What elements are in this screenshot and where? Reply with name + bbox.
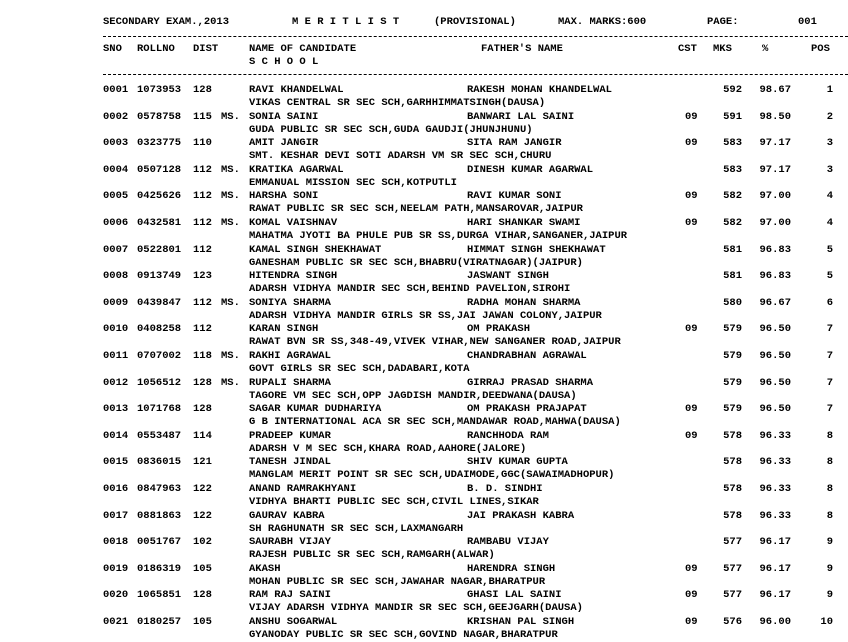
roll-number: 0578758 [137,111,182,123]
serial-number: 0012 [103,377,129,389]
district-code: 112 [193,217,212,229]
school-name: GYANODAY PUBLIC SR SEC SCH,GOVIND NAGAR,BHARATPUR [249,629,558,641]
father-name: GHASI LAL SAINI [467,589,562,601]
serial-number: 0009 [103,297,129,309]
candidate-name: PRADEEP KUMAR [249,430,331,442]
district-code: 123 [193,270,212,282]
marks: 576 [723,616,742,628]
candidate-title: MS. [221,217,240,229]
candidate-name: RAKHI AGRAWAL [249,350,331,362]
merit-position: 7 [826,323,833,335]
district-code: 112 [193,164,212,176]
percentage: 97.00 [759,217,791,229]
percentage: 96.83 [759,244,791,256]
candidate-name: RAVI KHANDELWAL [249,84,344,96]
roll-number: 1073953 [137,84,182,96]
father-name: JASWANT SINGH [467,270,549,282]
candidate-title: MS. [221,190,240,202]
col-rollno: ROLLNO [137,43,175,55]
roll-number: 0507128 [137,164,182,176]
candidate-title: MS. [221,377,240,389]
roll-number: 0522801 [137,244,182,256]
merit-position: 4 [826,190,833,202]
candidate-name: ANSHU SOGARWAL [249,616,338,628]
roll-number: 0553487 [137,430,182,442]
percentage: 96.33 [759,510,791,522]
percentage: 96.33 [759,430,791,442]
marks: 577 [723,563,742,575]
serial-number: 0018 [103,536,129,548]
candidate-name: HARSHA SONI [249,190,319,202]
district-code: 128 [193,377,212,389]
father-name: RAMBABU VIJAY [467,536,549,548]
father-name: RANCHHODA RAM [467,430,549,442]
col-school: S C H O O L [249,56,319,68]
merit-position: 7 [826,403,833,415]
father-name: RAKESH MOHAN KHANDELWAL [467,84,612,96]
marks: 579 [723,323,742,335]
district-code: 122 [193,510,212,522]
merit-position: 1 [826,84,833,96]
school-name: MANGLAM MERIT POINT SR SEC SCH,UDAIMODE,GGC(SAWAIMADHOPUR) [249,469,615,481]
district-code: 128 [193,403,212,415]
serial-number: 0003 [103,137,129,149]
district-code: 122 [193,483,212,495]
roll-number: 0881863 [137,510,182,522]
percentage: 96.67 [759,297,791,309]
district-code: 112 [193,244,212,256]
percentage: 97.17 [759,164,791,176]
serial-number: 0005 [103,190,129,202]
roll-number: 1065851 [137,589,182,601]
father-name: OM PRAKASH PRAJAPAT [467,403,587,415]
percentage: 97.00 [759,190,791,202]
merit-position: 4 [826,217,833,229]
school-name: MAHATMA JYOTI BA PHULE PUB SR SS,DURGA VIHAR,SANGANER,JAIPUR [249,230,628,242]
district-code: 114 [193,430,212,442]
merit-position: 7 [826,377,833,389]
school-name: VIJAY ADARSH VIDHYA MANDIR SR SEC SCH,GEEJGARH(DAUSA) [249,602,583,614]
merit-position: 3 [826,137,833,149]
percentage: 96.50 [759,403,791,415]
caste-code: 09 [685,563,698,575]
page-number: 001 [798,16,817,28]
father-name: KRISHAN PAL SINGH [467,616,575,628]
marks: 580 [723,297,742,309]
father-name: JAI PRAKASH KABRA [467,510,575,522]
roll-number: 1056512 [137,377,182,389]
serial-number: 0007 [103,244,129,256]
district-code: 102 [193,536,212,548]
marks: 592 [723,84,742,96]
father-name: GIRRAJ PRASAD SHARMA [467,377,594,389]
school-name: G B INTERNATIONAL ACA SR SEC SCH,MANDAWAR ROAD,MAHWA(DAUSA) [249,416,621,428]
father-name: RAVI KUMAR SONI [467,190,562,202]
candidate-title: MS. [221,111,240,123]
percentage: 96.83 [759,270,791,282]
father-name: RADHA MOHAN SHARMA [467,297,581,309]
col-dist: DIST [193,43,219,55]
candidate-name: SONIYA SHARMA [249,297,331,309]
page-label: PAGE: [707,16,739,28]
roll-number: 0323775 [137,137,182,149]
percentage: 96.50 [759,323,791,335]
roll-number: 0847963 [137,483,182,495]
serial-number: 0019 [103,563,129,575]
serial-number: 0014 [103,430,129,442]
col-candidate: NAME OF CANDIDATE [249,43,357,55]
marks: 577 [723,589,742,601]
father-name: OM PRAKASH [467,323,531,335]
candidate-name: SONIA SAINI [249,111,319,123]
percentage: 96.50 [759,377,791,389]
roll-number: 0186319 [137,563,182,575]
marks: 583 [723,164,742,176]
roll-number: 0051767 [137,536,182,548]
candidate-name: KRATIKA AGARWAL [249,164,344,176]
school-name: MOHAN PUBLIC SR SEC SCH,JAWAHAR NAGAR,BHARATPUR [249,576,546,588]
father-name: HARI SHANKAR SWAMI [467,217,581,229]
father-name: SITA RAM JANGIR [467,137,562,149]
roll-number: 0707002 [137,350,182,362]
school-name: SH RAGHUNATH SR SEC SCH,LAXMANGARH [249,523,464,535]
caste-code: 09 [685,403,698,415]
merit-position: 9 [826,536,833,548]
father-name: BANWARI LAL SAINI [467,111,575,123]
merit-position: 8 [826,456,833,468]
marks: 581 [723,244,742,256]
merit-position: 2 [826,111,833,123]
merit-position: 9 [826,563,833,575]
district-code: 112 [193,297,212,309]
marks: 578 [723,483,742,495]
district-code: 118 [193,350,212,362]
candidate-name: AMIT JANGIR [249,137,319,149]
percentage: 96.17 [759,563,791,575]
merit-position: 3 [826,164,833,176]
percentage: 98.50 [759,111,791,123]
district-code: 110 [193,137,212,149]
serial-number: 0010 [103,323,129,335]
caste-code: 09 [685,137,698,149]
col-cst: CST [678,43,697,55]
school-name: GUDA PUBLIC SR SEC SCH,GUDA GAUDJI(JHUNJHUNU) [249,124,533,136]
district-code: 128 [193,84,212,96]
marks: 591 [723,111,742,123]
serial-number: 0004 [103,164,129,176]
roll-number: 0180257 [137,616,182,628]
percentage: 97.17 [759,137,791,149]
candidate-name: RUPALI SHARMA [249,377,331,389]
serial-number: 0002 [103,111,129,123]
marks: 582 [723,217,742,229]
candidate-name: TANESH JINDAL [249,456,331,468]
serial-number: 0017 [103,510,129,522]
school-name: EMMANUAL MISSION SEC SCH,KOTPUTLI [249,177,457,189]
merit-position: 8 [826,510,833,522]
max-marks: MAX. MARKS:600 [558,16,647,28]
marks: 583 [723,137,742,149]
percentage: 96.00 [759,616,791,628]
col-percent: % [762,43,769,55]
candidate-name: SAURABH VIJAY [249,536,331,548]
father-name: HARENDRA SINGH [467,563,556,575]
roll-number: 0913749 [137,270,182,282]
marks: 578 [723,456,742,468]
marks: 577 [723,536,742,548]
father-name: DINESH KUMAR AGARWAL [467,164,594,176]
district-code: 105 [193,563,212,575]
serial-number: 0013 [103,403,129,415]
merit-position: 5 [826,270,833,282]
roll-number: 0836015 [137,456,182,468]
caste-code: 09 [685,430,698,442]
district-code: 112 [193,190,212,202]
father-name: CHANDRABHAN AGRAWAL [467,350,587,362]
candidate-title: MS. [221,350,240,362]
school-name: GOVT GIRLS SR SEC SCH,DADABARI,KOTA [249,363,470,375]
serial-number: 0008 [103,270,129,282]
marks: 582 [723,190,742,202]
merit-position: 9 [826,589,833,601]
merit-position: 5 [826,244,833,256]
school-name: RAJESH PUBLIC SR SEC SCH,RAMGARH(ALWAR) [249,549,495,561]
header-rule-bottom [103,74,848,75]
exam-title: SECONDARY EXAM.,2013 [103,16,230,28]
father-name: HIMMAT SINGH SHEKHAWAT [467,244,606,256]
father-name: B. D. SINDHI [467,483,543,495]
father-name: SHIV KUMAR GUPTA [467,456,568,468]
district-code: 115 [193,111,212,123]
candidate-name: HITENDRA SINGH [249,270,338,282]
serial-number: 0001 [103,84,129,96]
serial-number: 0021 [103,616,129,628]
serial-number: 0020 [103,589,129,601]
caste-code: 09 [685,589,698,601]
serial-number: 0016 [103,483,129,495]
marks: 579 [723,350,742,362]
district-code: 112 [193,323,212,335]
school-name: ADARSH VIDHYA MANDIR GIRLS SR SS,JAI JAWAN COLONY,JAIPUR [249,310,602,322]
marks: 581 [723,270,742,282]
candidate-name: ANAND RAMRAKHYANI [249,483,357,495]
candidate-title: MS. [221,164,240,176]
document-title: M E R I T L I S T [292,16,400,28]
percentage: 98.67 [759,84,791,96]
percentage: 96.33 [759,483,791,495]
percentage: 96.50 [759,350,791,362]
school-name: VIDHYA BHARTI PUBLIC SEC SCH,CIVIL LINES,SIKAR [249,496,539,508]
candidate-name: KARAN SINGH [249,323,319,335]
percentage: 96.17 [759,589,791,601]
roll-number: 0408258 [137,323,182,335]
caste-code: 09 [685,616,698,628]
merit-position: 7 [826,350,833,362]
roll-number: 0439847 [137,297,182,309]
percentage: 96.33 [759,456,791,468]
roll-number: 1071768 [137,403,182,415]
merit-position: 6 [826,297,833,309]
candidate-name: SAGAR KUMAR DUDHARIYA [249,403,382,415]
candidate-name: KAMAL SINGH SHEKHAWAT [249,244,382,256]
marks: 579 [723,377,742,389]
serial-number: 0015 [103,456,129,468]
candidate-name: RAM RAJ SAINI [249,589,331,601]
col-mks: MKS [713,43,732,55]
col-sno: SNO [103,43,122,55]
percentage: 96.17 [759,536,791,548]
school-name: GANESHAM PUBLIC SR SEC SCH,BHABRU(VIRATNAGAR)(JAIPUR) [249,257,583,269]
caste-code: 09 [685,323,698,335]
marks: 578 [723,430,742,442]
school-name: RAWAT BVN SR SS,348-49,VIVEK VIHAR,NEW SANGANER ROAD,JAIPUR [249,336,621,348]
col-father: FATHER'S NAME [481,43,563,55]
district-code: 105 [193,616,212,628]
header-rule-top [103,36,848,37]
caste-code: 09 [685,111,698,123]
district-code: 121 [193,456,212,468]
district-code: 128 [193,589,212,601]
marks: 578 [723,510,742,522]
merit-position: 10 [820,616,833,628]
serial-number: 0011 [103,350,129,362]
marks: 579 [723,403,742,415]
caste-code: 09 [685,217,698,229]
candidate-name: AKASH [249,563,281,575]
roll-number: 0432581 [137,217,182,229]
caste-code: 09 [685,190,698,202]
school-name: ADARSH VIDHYA MANDIR SEC SCH,BEHIND PAVELION,SIROHI [249,283,571,295]
candidate-title: MS. [221,297,240,309]
school-name: RAWAT PUBLIC SR SEC SCH,NEELAM PATH,MANSAROVAR,JAIPUR [249,203,583,215]
school-name: ADARSH V M SEC SCH,KHARA ROAD,AAHORE(JALORE) [249,443,527,455]
serial-number: 0006 [103,217,129,229]
roll-number: 0425626 [137,190,182,202]
school-name: TAGORE VM SEC SCH,OPP JAGDISH MANDIR,DEEDWANA(DAUSA) [249,390,577,402]
school-name: VIKAS CENTRAL SR SEC SCH,GARHHIMMATSINGH(DAUSA) [249,97,546,109]
merit-position: 8 [826,430,833,442]
candidate-name: KOMAL VAISHNAV [249,217,338,229]
merit-position: 8 [826,483,833,495]
provisional-label: (PROVISIONAL) [434,16,516,28]
col-pos: POS [811,43,830,55]
candidate-name: GAURAV KABRA [249,510,325,522]
school-name: SMT. KESHAR DEVI SOTI ADARSH VM SR SEC SCH,CHURU [249,150,552,162]
